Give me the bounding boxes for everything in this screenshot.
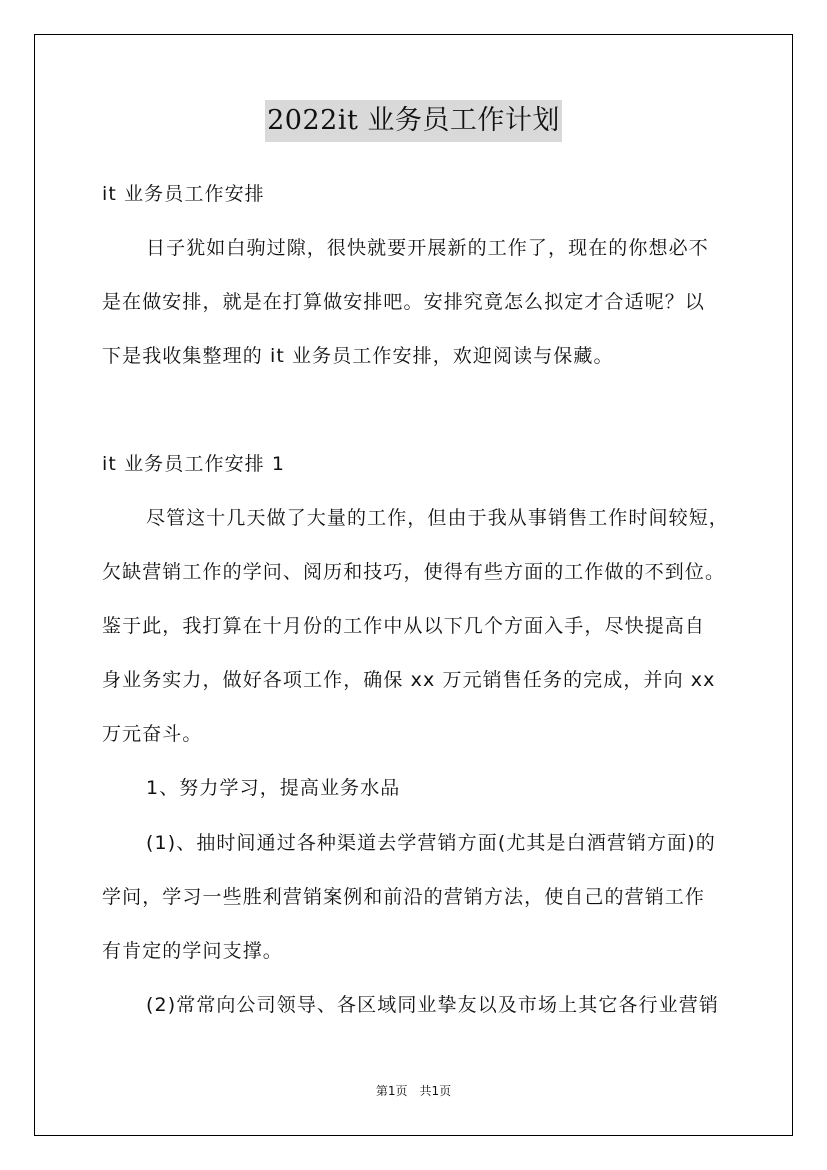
section-heading: it 业务员工作安排 [102, 183, 265, 205]
paragraph-line: (1)、抽时间通过各种渠道去学营销方面(尤其是白酒营销方面)的 [146, 832, 716, 854]
document-title: 2022it 业务员工作计划 [265, 100, 562, 142]
paragraph-line: 下是我收集整理的 it 业务员工作安排，欢迎阅读与保藏。 [102, 345, 614, 367]
title-container [0, 100, 827, 142]
paragraph-line: 身业务实力，做好各项工作，确保 xx 万元销售任务的完成，并向 xx [102, 669, 716, 691]
paragraph-line: 是在做安排，就是在打算做安排吧。安排究竟怎么拟定才合适呢？以 [102, 291, 706, 313]
paragraph-line: 日子犹如白驹过隙，很快就要开展新的工作了，现在的你想必不 [146, 237, 709, 259]
paragraph-line: 鉴于此，我打算在十月份的工作中从以下几个方面入手，尽快提高自 [102, 615, 706, 637]
paragraph-line: (2)常常向公司领导、各区域同业挚友以及市场上其它各行业营销 [146, 994, 719, 1016]
paragraph-line: 学问，学习一些胜利营销案例和前沿的营销方法，使自己的营销工作 [102, 886, 706, 908]
paragraph-line: 有肯定的学问支撑。 [102, 940, 283, 962]
paragraph-line: 欠缺营销工作的学问、阅历和技巧，使得有些方面的工作做的不到位。 [102, 561, 726, 583]
paragraph-line: 尽管这十几天做了大量的工作，但由于我从事销售工作时间较短， [146, 507, 729, 529]
list-item-heading: 1、努力学习，提高业务水品 [146, 777, 401, 799]
page-number-footer: 第1页 共1页 [375, 1084, 452, 1098]
section-heading: it 业务员工作安排 1 [102, 453, 286, 475]
paragraph-line: 万元奋斗。 [102, 723, 203, 745]
